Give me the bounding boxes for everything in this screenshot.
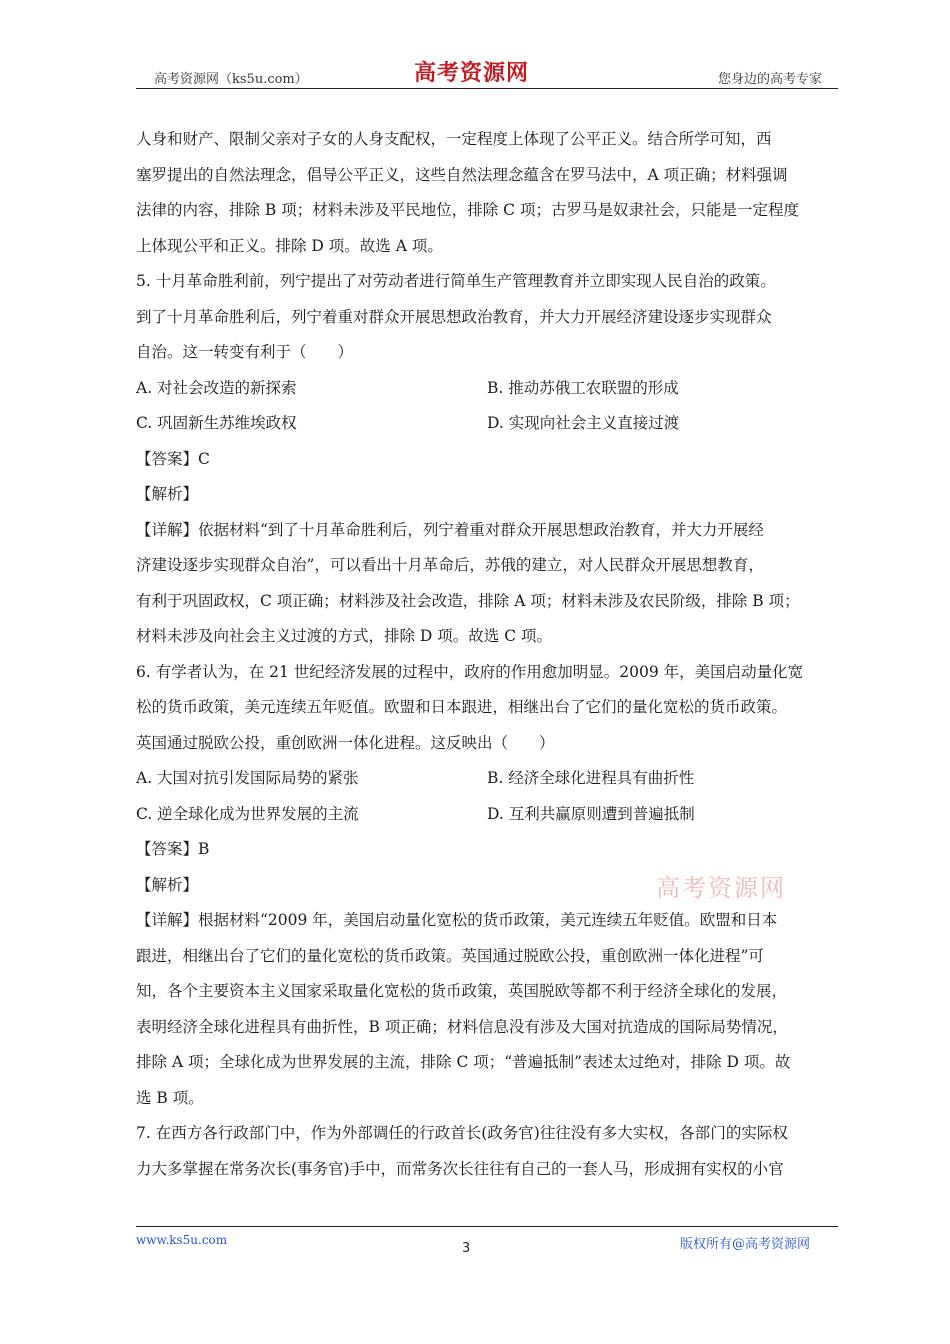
option-c: C. 逆全球化成为世界发展的主流	[136, 804, 359, 823]
question-5-detail: 【详解】依据材料“到了十月革命胜利后，列宁着重对群众开展思想政治教育，并大力开展经	[136, 520, 764, 539]
text-line: 上体现公平和正义。排除 D 项。故选 A 项。	[136, 236, 443, 255]
question-7-stem: 7. 在西方各行政部门中，作为外部调任的行政首长(政务官)往往没有多大实权，各部门的实际权	[136, 1124, 788, 1142]
question-5-options-row	[136, 406, 838, 442]
question-5-stem: 5. 十月革命胜利前，列宁提出了对劳动者进行简单生产管理教育并立即实现人民自治的政策。	[136, 272, 776, 290]
question-6-analysis-label: 【解析】	[136, 875, 199, 894]
question-5-stem: 到了十月革命胜利后，列宁着重对群众开展思想政治教育，并大力开展经济建设逐步实现群众	[136, 307, 772, 326]
question-5-stem: 自治。这一转变有利于（ ）	[136, 343, 354, 361]
page-number: 3	[462, 1241, 471, 1256]
footer-copyright: 版权所有@高考资源网	[679, 1237, 810, 1252]
page-header	[136, 62, 838, 89]
question-6-stem: 6. 有学者认为，在 21 世纪经济发展的过程中，政府的作用愈加明显。2009 年，美国启动量化宽	[136, 662, 804, 681]
question-5-answer: 【答案】C	[136, 449, 210, 468]
option-d: D. 互利共赢原则遭到普遍抵制	[487, 804, 695, 823]
question-5-options-row	[136, 371, 838, 407]
text-line: 人身和财产、限制父亲对子女的人身支配权，一定程度上体现了公平正义。结合所学可知，西	[136, 130, 772, 148]
page-footer	[136, 1226, 838, 1257]
question-6-options-row	[136, 761, 838, 797]
header-logo: 高考资源网	[414, 60, 530, 86]
question-6-stem: 英国通过脱欧公投，重创欧洲一体化进程。这反映出（ ）	[136, 733, 555, 752]
question-5-detail: 材料未涉及向社会主义过渡的方式，排除 D 项。故选 C 项。	[136, 627, 552, 645]
question-5-analysis-label: 【解析】	[136, 485, 199, 503]
question-5-detail: 有利于巩固政权，C 项正确；材料涉及社会改造，排除 A 项；材料未涉及农民阶级，排除 B 项；	[136, 591, 800, 610]
option-b: B. 推动苏俄工农联盟的形成	[487, 378, 679, 397]
footer-site-link[interactable]: www.ks5u.com	[136, 1233, 228, 1247]
option-b: B. 经济全球化进程具有曲折性	[487, 769, 695, 787]
question-6-detail: 表明经济全球化进程具有曲折性，B 项正确；材料信息没有涉及大国对抗造成的国际局势情况，	[136, 1017, 788, 1036]
watermark: 高考资源网	[656, 874, 786, 902]
text-line: 塞罗提出的自然法理念，倡导公平正义，这些自然法理念蕴含在罗马法中，A 项正确；材料强调	[136, 165, 788, 184]
option-a: A. 对社会改造的新探索	[136, 378, 297, 397]
question-6-detail: 【详解】根据材料“2009 年，美国启动量化宽松的货币政策，美元连续五年贬值。欧盟和日本	[136, 911, 778, 929]
option-a: A. 大国对抗引发国际局势的紧张	[136, 769, 359, 787]
question-6-detail: 选 B 项。	[136, 1088, 204, 1107]
header-site-name: 高考资源网（ks5u.com）	[154, 72, 308, 87]
question-5-detail: 济建设逐步实现群众自治”，可以看出十月革命后，苏俄的建立，对人民群众开展思想教育，	[136, 556, 764, 574]
question-6-detail: 排除 A 项；全球化成为世界发展的主流，排除 C 项；“普遍抵制”表述太过绝对，排除 D 项。故	[136, 1053, 791, 1071]
question-7-stem: 力大多掌握在常务次长(事务官)手中，而常务次长往往有自己的一套人马，形成拥有实权的小官	[136, 1159, 784, 1178]
text-line: 法律的内容，排除 B 项；材料未涉及平民地位，排除 C 项；古罗马是奴隶社会，只能是一定程度	[136, 201, 799, 219]
document-body	[136, 122, 838, 1187]
question-6-detail: 跟进，相继出台了它们的量化宽松的货币政策。英国通过脱欧公投，重创欧洲一体化进程”可	[136, 946, 764, 965]
header-slogan: 您身边的高考专家	[717, 72, 822, 87]
option-d: D. 实现向社会主义直接过渡	[487, 414, 680, 432]
question-6-stem: 松的货币政策，美元连续五年贬值。欧盟和日本跟进，相继出台了它们的量化宽松的货币政策。	[136, 698, 788, 716]
question-6-answer: 【答案】B	[136, 840, 210, 858]
option-c: C. 巩固新生苏维埃政权	[136, 414, 297, 432]
question-6-detail: 知，各个主要资本主义国家采取量化宽松的货币政策，英国脱欧等都不利于经济全球化的发展，	[136, 982, 788, 1000]
question-6-options-row	[136, 797, 838, 833]
